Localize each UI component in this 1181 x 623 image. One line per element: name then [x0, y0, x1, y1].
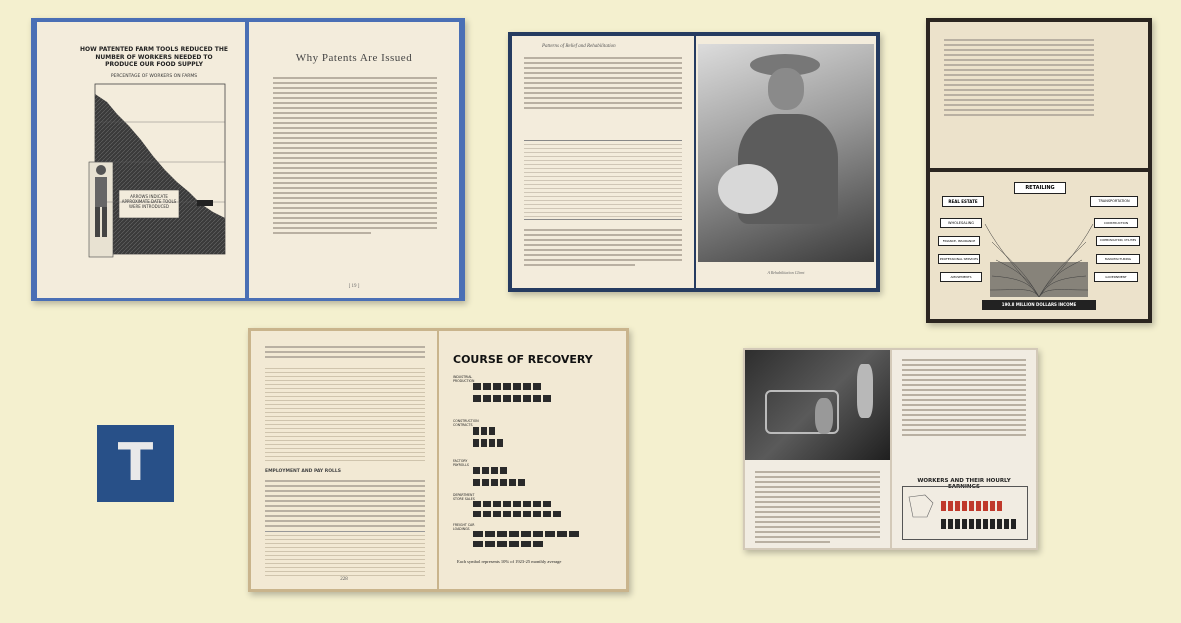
right-label-1: TRANSPORTATION	[1090, 196, 1138, 207]
recovery-row-label-3: FACTORY PAYROLLS	[453, 459, 469, 467]
recovery-row-label-1: INDUSTRIAL PRODUCTION	[453, 375, 475, 383]
photo-farmer-with-lamb	[698, 44, 874, 262]
table-title: EMPLOYMENT AND PAY ROLLS	[265, 469, 342, 474]
chart-subtitle: PERCENTAGE OF WORKERS ON FARMS	[110, 74, 198, 79]
photo-caption: A Rehabilitation Client	[767, 270, 805, 275]
earnings-right-page	[892, 350, 1036, 548]
left-label-2: WHOLESALING	[940, 218, 982, 228]
recovery-row-label-4: DEPARTMENT STORE SALES	[453, 493, 475, 501]
pictogram-rows	[439, 331, 626, 589]
photo-family-bedroom	[745, 350, 890, 460]
recovery-left-page	[251, 331, 437, 589]
recovery-right-page	[439, 331, 626, 589]
retailing-top-page	[930, 22, 1148, 168]
right-label-2: CONSTRUCTION	[1094, 218, 1138, 228]
right-label-4: MANUFACTURING	[1096, 254, 1140, 264]
chart-title: COURSE OF RECOVERY	[453, 353, 593, 366]
text-block	[265, 343, 425, 361]
page-heading: Why Patents Are Issued	[295, 52, 413, 64]
book-patents	[31, 18, 465, 301]
logo-letter: T	[117, 432, 154, 493]
t-logo	[97, 425, 174, 502]
base-label: 190.8 MILLION DOLLARS INCOME	[1001, 302, 1077, 307]
data-table-2	[265, 531, 425, 576]
recovery-row-label-2: CONSTRUCTION CONTRACTS	[453, 419, 479, 427]
rehab-left-page	[512, 36, 694, 288]
patents-left-page	[37, 22, 245, 298]
chart-footnote: Each symbol represents 10% of 1923-25 monthly average	[457, 559, 562, 564]
running-head: Patterns of Relief and Rehabilitation	[542, 44, 616, 49]
page-number: [ 19 ]	[348, 284, 360, 289]
recovery-row-label-5: FREIGHT CAR LOADINGS	[453, 523, 475, 531]
left-label-5: AMUSEMENTS	[940, 272, 982, 282]
earnings-chart-box	[902, 486, 1028, 540]
left-label-1: REAL ESTATE	[942, 196, 984, 207]
text-block	[755, 468, 880, 546]
text-block-2	[524, 226, 682, 269]
left-label-4: PROFESSIONAL SERVICES	[938, 254, 980, 264]
book-workers-earnings	[743, 348, 1038, 550]
earnings-left-page	[745, 350, 890, 548]
text-block	[944, 36, 1094, 119]
arrows-note: ARROWS INDICATE APPROXIMATE DATE TOOLS WERE INTRODUCED	[121, 194, 177, 209]
infographic-title: HOW PATENTED FARM TOOLS REDUCED THE NUMBER OF WORKERS NEEDED TO PRODUCE OUR FOOD SUPPLY	[80, 46, 228, 68]
book-course-of-recovery	[248, 328, 629, 592]
book-retailing	[926, 18, 1152, 323]
data-table	[524, 140, 682, 220]
text-block	[273, 74, 437, 237]
book-rehabilitation	[508, 32, 880, 292]
patents-right-page	[249, 22, 459, 298]
retailing-bottom-page	[930, 172, 1148, 319]
earnings-pictogram	[903, 487, 1027, 539]
text-block	[902, 356, 1026, 439]
center-label: RETAILING	[1014, 182, 1066, 194]
text-block-2	[265, 477, 425, 530]
farm-workers-chart	[37, 22, 245, 298]
page-number: 228	[340, 577, 348, 582]
rehab-right-page	[696, 36, 876, 288]
right-label-5: GOVERNMENT	[1094, 272, 1138, 282]
chart-title: WORKERS AND THEIR HOURLY EARNINGS	[917, 478, 1011, 490]
text-block	[524, 54, 682, 112]
right-label-3: COMMUNICATION, UTILITIES	[1096, 236, 1140, 246]
data-table	[265, 365, 425, 461]
left-label-3: FINANCE, INSURANCE	[938, 236, 980, 246]
